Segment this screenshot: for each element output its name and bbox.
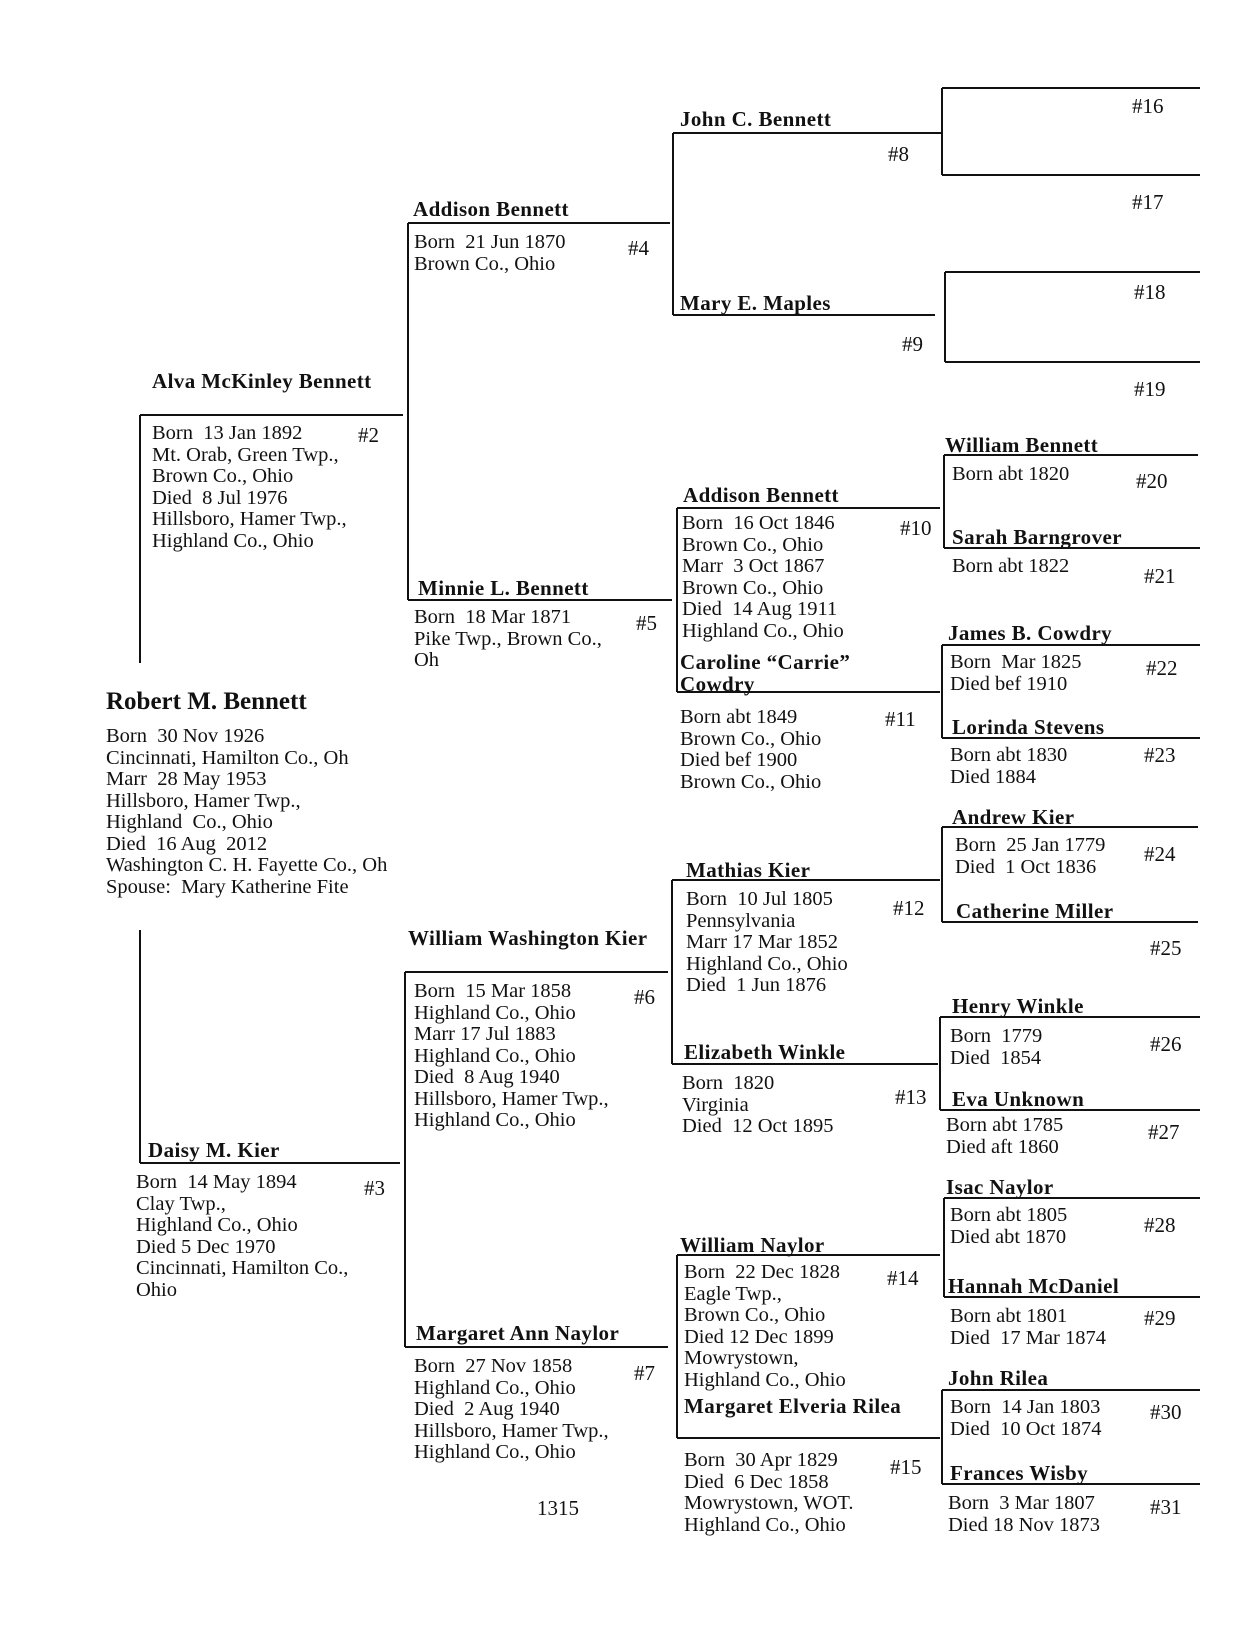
person-7-details: Born 27 Nov 1858 Highland Co., Ohio Died 2 Aug 1940 Hillsboro, Hamer Twp., Highland Co., Ohio (414, 1355, 609, 1463)
person-11-details: Born abt 1849 Brown Co., Ohio Died bef 1900 Brown Co., Ohio (680, 706, 822, 793)
person-8-number: #8 (888, 142, 909, 166)
person-31-number: #31 (1150, 1495, 1182, 1519)
person-13-details: Born 1820 Virginia Died 12 Oct 1895 (682, 1072, 834, 1137)
person-20-number: #20 (1136, 469, 1168, 493)
person-30-details: Born 14 Jan 1803 Died 10 Oct 1874 (950, 1396, 1102, 1440)
person-29-number: #29 (1144, 1306, 1176, 1330)
person-21-name: Sarah Barngrover (952, 525, 1122, 549)
person-17-number: #17 (1132, 190, 1164, 214)
person-29-name: Hannah McDaniel (948, 1274, 1120, 1298)
person-23-details: Born abt 1830 Died 1884 (950, 744, 1068, 788)
person-23-name: Lorinda Stevens (952, 715, 1105, 739)
person-4-name: Addison Bennett (413, 197, 569, 221)
person-24-number: #24 (1144, 842, 1176, 866)
person-22-number: #22 (1146, 656, 1178, 680)
person-14-details: Born 22 Dec 1828 Eagle Twp., Brown Co., Ohio Died 12 Dec 1899 Mowrystown, Highland Co., Ohio (684, 1261, 846, 1391)
person-11-number: #11 (885, 707, 916, 731)
person-13-name: Elizabeth Winkle (684, 1040, 846, 1064)
person-27-details: Born abt 1785 Died aft 1860 (946, 1114, 1064, 1158)
person-24-name: Andrew Kier (952, 805, 1075, 829)
person-26-details: Born 1779 Died 1854 (950, 1025, 1043, 1069)
person-2-name: Alva McKinley Bennett (152, 369, 372, 393)
person-22-name: James B. Cowdry (948, 621, 1113, 645)
person-9-name: Mary E. Maples (680, 291, 831, 315)
person-8-name: John C. Bennett (680, 107, 832, 131)
person-9-number: #9 (902, 332, 923, 356)
person-27-name: Eva Unknown (952, 1087, 1085, 1111)
person-15-details: Born 30 Apr 1829 Died 6 Dec 1858 Mowrystown, WOT. Highland Co., Ohio (684, 1449, 854, 1536)
person-3-details: Born 14 May 1894 Clay Twp., Highland Co., Ohio Died 5 Dec 1970 Cincinnati, Hamilton Co., Ohio (136, 1171, 349, 1301)
person-3-name: Daisy M. Kier (148, 1138, 280, 1162)
person-16-number: #16 (1132, 94, 1164, 118)
person-10-details: Born 16 Oct 1846 Brown Co., Ohio Marr 3 Oct 1867 Brown Co., Ohio Died 14 Aug 1911 Highland Co., Ohio (682, 512, 844, 642)
person-21-details: Born abt 1822 (952, 555, 1070, 577)
root-details: Born 30 Nov 1926 Cincinnati, Hamilton Co., Oh Marr 28 May 1953 Hillsboro, Hamer Twp., Highland Co., Ohio Died 16 Aug 2012 Washington C. H. Fayette Co., Oh Spouse: Mary Katherine Fite (106, 725, 388, 898)
person-31-name: Frances Wisby (950, 1461, 1089, 1485)
person-20-details: Born abt 1820 (952, 463, 1070, 485)
person-10-name: Addison Bennett (683, 483, 839, 507)
person-24-details: Born 25 Jan 1779 Died 1 Oct 1836 (955, 834, 1106, 878)
person-14-name: William Naylor (680, 1233, 825, 1257)
person-25-number: #25 (1150, 936, 1182, 960)
person-23-number: #23 (1144, 743, 1176, 767)
person-30-number: #30 (1150, 1400, 1182, 1424)
person-5-details: Born 18 Mar 1871 Pike Twp., Brown Co., Oh (414, 606, 602, 671)
person-28-name: Isac Naylor (946, 1175, 1054, 1199)
person-13-number: #13 (895, 1085, 927, 1109)
root-name: Robert M. Bennett (106, 688, 307, 715)
person-29-details: Born abt 1801 Died 17 Mar 1874 (950, 1305, 1107, 1349)
person-7-name: Margaret Ann Naylor (416, 1321, 620, 1345)
person-27-number: #27 (1148, 1120, 1180, 1144)
person-2-number: #2 (358, 423, 379, 447)
person-12-number: #12 (893, 896, 925, 920)
person-11-name: Caroline “Carrie” Cowdry (680, 650, 851, 696)
person-18-number: #18 (1134, 280, 1166, 304)
person-31-details: Born 3 Mar 1807 Died 18 Nov 1873 (948, 1492, 1101, 1536)
person-15-name: Margaret Elveria Rilea (684, 1394, 902, 1418)
person-19-number: #19 (1134, 377, 1166, 401)
person-30-name: John Rilea (948, 1366, 1049, 1390)
person-28-details: Born abt 1805 Died abt 1870 (950, 1204, 1068, 1248)
person-26-name: Henry Winkle (952, 994, 1084, 1018)
person-12-details: Born 10 Jul 1805 Pennsylvania Marr 17 Mar 1852 Highland Co., Ohio Died 1 Jun 1876 (686, 888, 848, 996)
person-22-details: Born Mar 1825 Died bef 1910 (950, 651, 1082, 695)
person-25-name: Catherine Miller (956, 899, 1114, 923)
person-20-name: William Bennett (945, 433, 1099, 457)
person-4-number: #4 (628, 236, 649, 260)
person-28-number: #28 (1144, 1213, 1176, 1237)
person-14-number: #14 (887, 1266, 919, 1290)
person-2-details: Born 13 Jan 1892 Mt. Orab, Green Twp., Brown Co., Ohio Died 8 Jul 1976 Hillsboro, Hamer Twp., Highland Co., Ohio (152, 422, 347, 552)
person-4-details: Born 21 Jun 1870 Brown Co., Ohio (414, 231, 566, 275)
person-6-details: Born 15 Mar 1858 Highland Co., Ohio Marr 17 Jul 1883 Highland Co., Ohio Died 8 Aug 1940 Hillsboro, Hamer Twp., Highland Co., Ohio (414, 980, 609, 1131)
person-5-name: Minnie L. Bennett (418, 576, 589, 600)
person-3-number: #3 (364, 1176, 385, 1200)
page-number: 1315 (537, 1496, 579, 1520)
person-15-number: #15 (890, 1455, 922, 1479)
person-21-number: #21 (1144, 564, 1176, 588)
person-6-name: William Washington Kier (408, 926, 648, 950)
person-12-name: Mathias Kier (686, 858, 811, 882)
person-7-number: #7 (634, 1361, 655, 1385)
person-6-number: #6 (634, 985, 655, 1009)
person-26-number: #26 (1150, 1032, 1182, 1056)
person-5-number: #5 (636, 611, 657, 635)
person-10-number: #10 (900, 516, 932, 540)
